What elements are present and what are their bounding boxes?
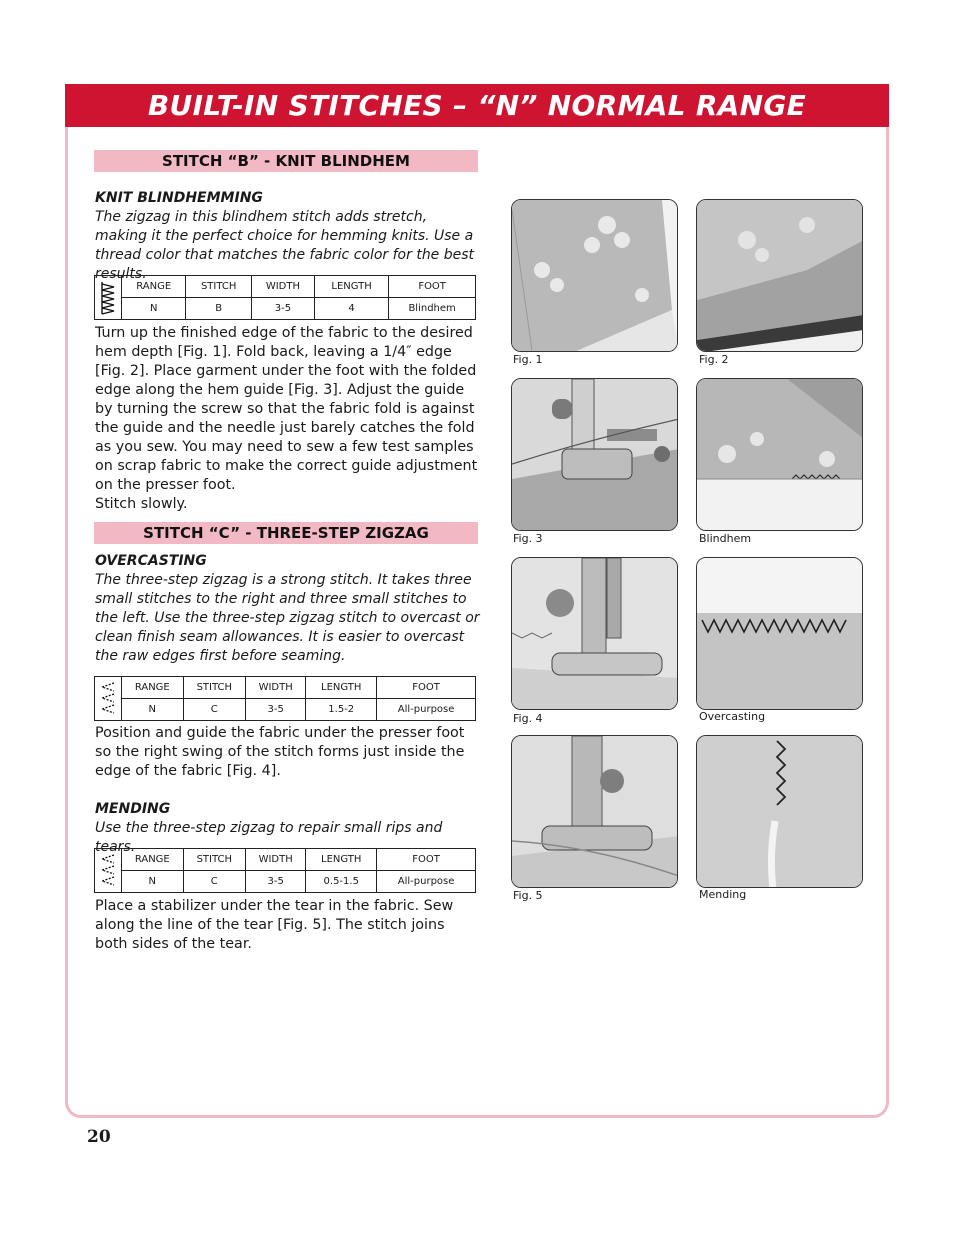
mending-intro: Use the three-step zigzag to repair small rips and tears.	[95, 820, 443, 855]
table-cell: C	[183, 699, 245, 721]
table-cell: N	[122, 871, 184, 893]
blindhem-stitch-icon	[95, 276, 122, 320]
table-cell: C	[183, 871, 245, 893]
title-bar	[65, 84, 889, 127]
section-b-subtitle: KNIT BLINDHEMMING	[95, 190, 263, 206]
table-cell: 3-5	[251, 298, 314, 320]
mending-body: Place a stabilizer under the tear in the fabric. Sew along the line of the tear [Fig. 5]. The stitch joins both sides of the tear.	[95, 898, 454, 952]
fig5-caption: Fig. 5	[513, 889, 543, 902]
three-step-zigzag-icon	[95, 677, 122, 721]
table-cell: B	[186, 298, 251, 320]
stitch-b-table	[94, 275, 476, 320]
mending-photo	[696, 735, 863, 888]
fig3-caption: Fig. 3	[513, 532, 543, 545]
fig1-photo	[511, 199, 678, 352]
mending-subtitle: MENDING	[95, 801, 171, 817]
page-number: 20	[87, 1127, 111, 1147]
fig4-photo	[511, 557, 678, 710]
table-header: RANGE	[122, 276, 186, 298]
mending-table	[94, 848, 476, 893]
fig2-caption: Fig. 2	[699, 353, 729, 366]
table-header: FOOT	[377, 677, 476, 699]
three-step-zigzag-icon	[95, 849, 122, 893]
table-cell: All-purpose	[377, 699, 476, 721]
table-header: STITCH	[186, 276, 251, 298]
overcasting-intro: The three-step zigzag is a strong stitch. It takes three small stitches to the right and three small stitches to the left. Use the three-step zigzag stitch to overcast or clean finish seam allowances. It is easier to overcast the raw edges first before seaming.	[95, 572, 480, 664]
overcasting-caption: Overcasting	[699, 710, 766, 723]
table-header: WIDTH	[246, 849, 306, 871]
fig3-photo	[511, 378, 678, 531]
table-cell: 4	[314, 298, 388, 320]
table-cell: Blindhem	[389, 298, 476, 320]
overcasting-table	[94, 676, 476, 721]
table-header: FOOT	[389, 276, 476, 298]
section-b-body-text: Turn up the finished edge of the fabric to the desired hem depth [Fig. 1]. Fold back, leaving a 1/4″ edge [Fig. 2]. Place garment under the foot with the folded edge along the hem guide [Fig. 3]. Adjust the guide by turning the screw so that the fabric fold is against the guide and the needle just barely catches the fold as you sew. You may need to sew a few test samples on scrap fabric to make the correct guide adjustment on the presser foot.	[95, 325, 478, 493]
table-cell: N	[122, 298, 186, 320]
table-cell: N	[122, 699, 184, 721]
overcasting-body: Position and guide the fabric under the presser foot so the right swing of the stitch forms just inside the edge of the fabric [Fig. 4].	[95, 725, 465, 779]
section-b-body-end: Stitch slowly.	[95, 496, 188, 512]
blindhem-photo	[696, 378, 863, 531]
fig5-photo	[511, 735, 678, 888]
table-cell: All-purpose	[377, 871, 476, 893]
section-c-heading: STITCH “C” - THREE-STEP ZIGZAG	[94, 522, 478, 544]
page-title: BUILT-IN STITCHES – “N” NORMAL RANGE	[147, 89, 807, 122]
fig4-caption: Fig. 4	[513, 712, 543, 725]
table-header: FOOT	[377, 849, 476, 871]
table-header: WIDTH	[246, 677, 306, 699]
overcasting-subtitle: OVERCASTING	[95, 553, 207, 569]
table-cell: 3-5	[246, 699, 306, 721]
blindhem-caption: Blindhem	[699, 532, 752, 545]
table-header: RANGE	[122, 849, 184, 871]
table-header: LENGTH	[306, 849, 377, 871]
table-header: WIDTH	[251, 276, 314, 298]
table-cell: 1.5-2	[306, 699, 377, 721]
fig1-caption: Fig. 1	[513, 353, 543, 366]
overcasting-photo	[696, 557, 863, 710]
table-header: LENGTH	[306, 677, 377, 699]
table-header: LENGTH	[314, 276, 388, 298]
fig2-photo	[696, 199, 863, 352]
section-b-intro: The zigzag in this blindhem stitch adds stretch, making it the perfect choice for hemming knits. Use a thread color that matches the fabric color for the best results.	[95, 209, 475, 282]
table-header: STITCH	[183, 677, 245, 699]
table-header: STITCH	[183, 849, 245, 871]
table-header: RANGE	[122, 677, 184, 699]
table-cell: 0.5-1.5	[306, 871, 377, 893]
section-b-body	[95, 324, 480, 514]
section-b-heading: STITCH “B” - KNIT BLINDHEM	[94, 150, 478, 172]
mending-caption: Mending	[699, 888, 747, 901]
table-cell: 3-5	[246, 871, 306, 893]
